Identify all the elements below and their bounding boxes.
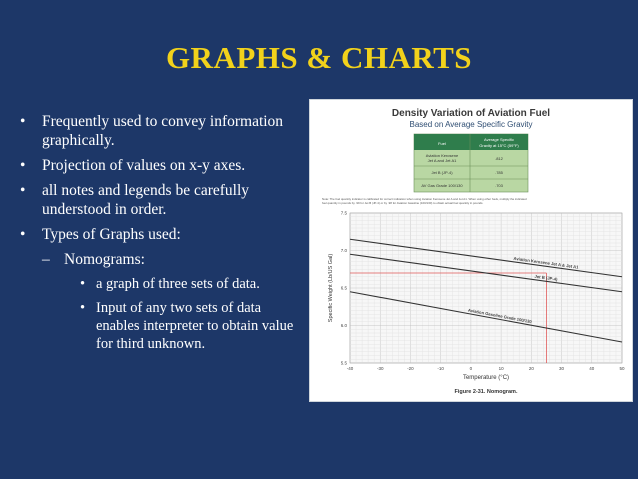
series-label: Jet B (JP-4) [534,273,558,282]
y-tick-label: 5.5 [340,360,347,366]
y-tick-label: 7.0 [340,248,347,253]
table-header: Gravity at 15°C (59°F) [479,143,519,148]
table-cell: Jet A and Jet A1 [427,158,457,163]
table-cell: .785 [495,170,503,175]
table-cell: .703 [495,183,503,188]
x-tick-label: -10 [437,366,444,371]
table-cell: AV Gas Grade 100/130 [421,183,463,188]
figure-heading: Density Variation of Aviation Fuel [391,108,551,119]
bullet-item: • all notes and legends be carefully understood in order. [18,181,308,219]
x-tick-label: 20 [528,366,534,371]
table-cell: Jet B (JP-4) [431,170,453,175]
series-label: Aviation Kerosene Jet A & Jet A1 [513,255,579,270]
plot-area [328,211,625,382]
x-tick-label: 50 [619,366,625,371]
fuel-table [414,134,528,192]
table-header: Average Specific [484,137,514,142]
figure-subheading: Based on Average Specific Gravity [409,120,533,129]
figure-note: fuel quantity in pounds by .99 for Jet B (JP-4) or by .98 for Aviation Gasoline (100/130) to obtain actual fuel quantity in pounds. [322,201,484,205]
table-header: Fuel [438,141,446,146]
nomogram-svg [310,100,632,401]
x-tick-label: 30 [559,366,565,371]
x-tick-label: 10 [498,366,504,371]
bullet-list [18,112,308,359]
x-tick-label: -20 [407,366,414,371]
series-label: Aviation Gasoline Grade 100/130 [467,307,533,325]
table-cell: .812 [495,156,503,161]
y-axis-ticks [341,211,348,366]
y-tick-label: 7.5 [340,210,347,216]
figure-caption: Figure 2-31. Nomogram. [454,389,518,395]
x-tick-label: -40 [346,366,354,371]
slide-title: GRAPHS & CHARTS [165,40,473,75]
x-tick-label: -30 [376,366,384,371]
figure-note: Note: The fuel quantity indicator is calibrated for correct indication when using Aviation Kerosene Jet A and Jet A1. When using other fuels, multiply the indicated [322,197,527,201]
sub-sub-bullet-item: • a graph of three sets of data. [18,275,308,293]
x-tick-label: 40 [589,366,595,371]
bullet-item: • Projection of values on x-y axes. [18,156,308,175]
x-tick-label: 0 [469,366,473,371]
sub-bullet-item: – Nomograms: [18,250,308,269]
x-axis-ticks [347,366,625,371]
sub-sub-bullet-item: • Input of any two sets of data enables interpreter to obtain value for third unknown. [18,299,308,353]
bullet-item: • Frequently used to convey information graphically. [18,112,308,150]
y-tick-label: 6.5 [340,285,347,291]
x-axis-label: Temperature (°C) [462,375,510,381]
y-tick-label: 6.0 [340,323,347,328]
grid [350,213,622,363]
bullet-item: • Types of Graphs used: [18,225,308,244]
y-axis-label: Specific Weight (Lb/US Gal) [328,253,334,323]
table-cell: Aviation Kerosene [425,153,459,158]
nomogram-figure [309,99,633,402]
